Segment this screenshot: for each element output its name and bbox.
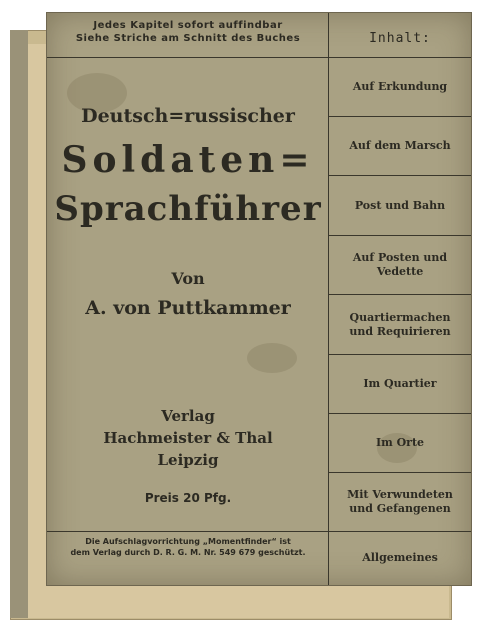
title-line-1: Soldaten= bbox=[61, 139, 315, 181]
subtitle: Deutsch=russischer bbox=[81, 105, 295, 127]
title-line-2: Sprachführer bbox=[54, 189, 322, 229]
toc-item-im-orte bbox=[329, 414, 471, 472]
publisher-label: Verlag bbox=[161, 407, 215, 425]
toc-label: Allgemeines bbox=[362, 551, 438, 564]
toc-label: und Gefangenen bbox=[349, 502, 451, 515]
publisher-name: Hachmeister & Thal bbox=[103, 429, 273, 447]
top-note-line: Siehe Striche am Schnitt des Buches bbox=[75, 33, 301, 44]
stain bbox=[247, 343, 297, 373]
toc-label: Mit Verwundeten bbox=[347, 488, 453, 501]
toc-item-post-und-bahn bbox=[329, 176, 471, 235]
toc-label: Im Quartier bbox=[363, 377, 437, 390]
toc-item-auf-erkundung bbox=[329, 58, 471, 116]
contents-heading: Inhalt: bbox=[369, 31, 431, 46]
toc-label: Vedette bbox=[376, 265, 424, 278]
author: A. von Puttkammer bbox=[85, 297, 291, 319]
toc-label: Post und Bahn bbox=[354, 198, 446, 212]
toc-label: Im Orte bbox=[375, 436, 425, 449]
patent-note bbox=[51, 536, 325, 558]
toc-label: Auf dem Marsch bbox=[349, 139, 451, 152]
patent-note-line: Die Aufschlagvorrichtung „Momentfinder“ ist bbox=[85, 537, 291, 546]
top-note bbox=[47, 19, 329, 45]
toc-item-im-quartier bbox=[329, 355, 471, 413]
price: Preis 20 Pfg. bbox=[144, 491, 232, 505]
toc-item-auf-posten bbox=[329, 236, 471, 294]
toc-item-auf-dem-marsch bbox=[329, 117, 471, 175]
toc-item-verwundeten bbox=[329, 473, 471, 531]
toc-label: und Requirieren bbox=[349, 324, 451, 338]
top-note-line: Jedes Kapitel sofort auffindbar bbox=[93, 20, 283, 31]
toc-item-quartiermachen bbox=[329, 295, 471, 354]
toc-label: Quartiermachen bbox=[349, 310, 451, 324]
toc-label: Auf Posten und bbox=[352, 251, 448, 264]
by-label: Von bbox=[171, 269, 205, 288]
book-cover bbox=[46, 12, 472, 586]
worn-spine bbox=[10, 30, 28, 618]
toc-item-allgemeines bbox=[329, 532, 471, 584]
patent-note-line: dem Verlag durch D. R. G. M. Nr. 549 679 geschützt. bbox=[70, 548, 306, 557]
publisher-city: Leipzig bbox=[157, 451, 219, 469]
toc-label: Auf Erkundung bbox=[352, 80, 448, 93]
